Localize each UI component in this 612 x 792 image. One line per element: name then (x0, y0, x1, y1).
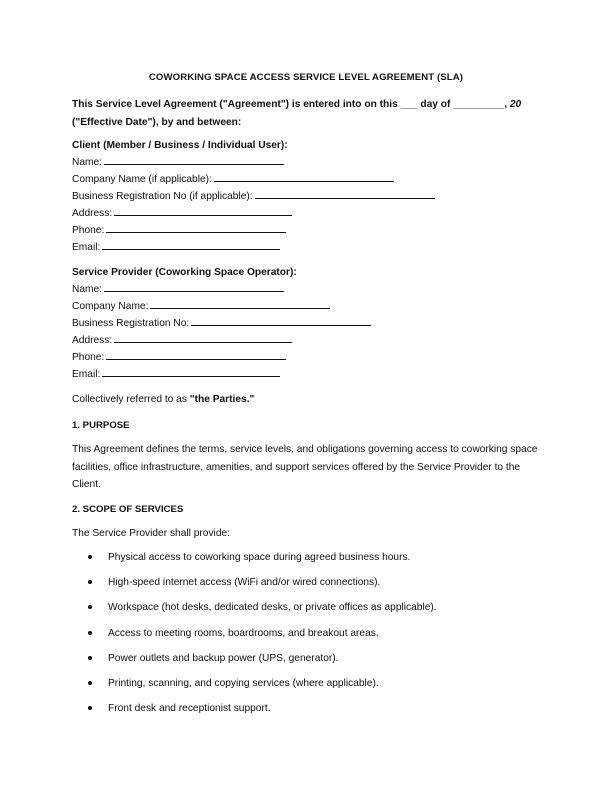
provider-email-field (72, 366, 542, 383)
provider-company-label: Company Name: (72, 301, 149, 312)
client-name-label: Name: (72, 157, 103, 168)
document-title: COWORKING SPACE ACCESS SERVICE LEVEL AGREEMENT (SLA) (148, 72, 464, 83)
client-registration-blank[interactable] (255, 188, 435, 199)
collective-text: Collectively referred to as (72, 394, 190, 405)
provider-section (72, 264, 542, 383)
list-item (72, 675, 437, 700)
client-email-field (72, 239, 542, 256)
list-item-text: Power outlets and backup power (UPS, generator). (108, 652, 339, 664)
intro-effective-date: ("Effective Date"), by and between: (72, 117, 242, 128)
list-item-text: Physical access to coworking space during agreed business hours. (108, 552, 411, 563)
bullet-icon (88, 555, 92, 559)
provider-email-label: Email: (72, 369, 101, 380)
client-section (72, 137, 542, 256)
purpose-heading: 1. PURPOSE (72, 420, 130, 431)
provider-address-blank[interactable] (114, 332, 292, 343)
provider-registration-label: Business Registration No: (72, 318, 190, 329)
provider-name-field (72, 281, 542, 298)
client-registration-label: Business Registration No (if applicable): (72, 191, 253, 202)
list-item (72, 599, 437, 624)
provider-address-field (72, 332, 542, 349)
intro-text: This Service Level Agreement ("Agreement") is entered into on this ___ day of _________, (72, 99, 510, 110)
list-item-text: Access to meeting rooms, boardrooms, and breakout areas. (108, 627, 379, 639)
client-phone-blank[interactable] (106, 222, 286, 233)
list-item-text: Workspace (hot desks, dedicated desks, or private offices as applicable). (108, 602, 437, 614)
provider-registration-blank[interactable] (191, 315, 371, 326)
client-registration-field (72, 188, 542, 205)
provider-heading: Service Provider (Coworking Space Operator): (72, 267, 297, 278)
client-company-field (72, 171, 542, 188)
provider-name-blank[interactable] (104, 281, 284, 292)
bullet-icon (88, 631, 92, 635)
provider-phone-field (72, 349, 542, 366)
provider-address-label: Address: (72, 335, 113, 346)
list-item-text: High-speed internet access (WiFi and/or wired connections). (108, 577, 381, 589)
bullet-icon (88, 681, 92, 685)
scope-heading: 2. SCOPE OF SERVICES (72, 504, 184, 515)
list-item (72, 549, 437, 574)
scope-intro: The Service Provider shall provide: (72, 528, 230, 539)
client-address-field (72, 205, 542, 222)
client-name-blank[interactable] (104, 154, 284, 165)
intro-year: 20 (509, 99, 522, 110)
client-email-label: Email: (72, 242, 101, 253)
collective-parties: "the Parties." (189, 394, 255, 405)
provider-name-label: Name: (72, 284, 103, 295)
bullet-icon (88, 605, 92, 609)
purpose-paragraph: This Agreement defines the terms, service levels, and obligations governing access to coworking space facilities, office infrastructure, amenities, and support services offered by the Service Provider to the Client. (72, 444, 538, 490)
scope-list (72, 549, 437, 725)
list-item-text: Front desk and receptionist support. (108, 703, 271, 715)
list-item (72, 625, 437, 650)
provider-phone-label: Phone: (72, 352, 105, 363)
client-name-field (72, 154, 542, 171)
intro-paragraph (72, 96, 542, 132)
client-phone-label: Phone: (72, 225, 105, 236)
collective-statement (72, 394, 254, 405)
list-item (72, 650, 437, 675)
client-company-blank[interactable] (214, 171, 394, 182)
provider-phone-blank[interactable] (106, 349, 286, 360)
client-phone-field (72, 222, 542, 239)
list-item-text: Printing, scanning, and copying services (where applicable). (108, 677, 379, 689)
provider-email-blank[interactable] (102, 366, 280, 377)
bullet-icon (88, 706, 92, 710)
bullet-icon (88, 580, 92, 584)
provider-company-blank[interactable] (150, 298, 330, 309)
client-company-label: Company Name (if applicable): (72, 174, 212, 185)
bullet-icon (88, 656, 92, 660)
client-heading: Client (Member / Business / Individual User): (72, 140, 288, 151)
provider-company-field (72, 298, 542, 315)
list-item (72, 574, 437, 599)
list-item (72, 700, 437, 725)
client-address-blank[interactable] (114, 205, 292, 216)
client-address-label: Address: (72, 208, 113, 219)
client-email-blank[interactable] (102, 239, 280, 250)
provider-registration-field (72, 315, 542, 332)
